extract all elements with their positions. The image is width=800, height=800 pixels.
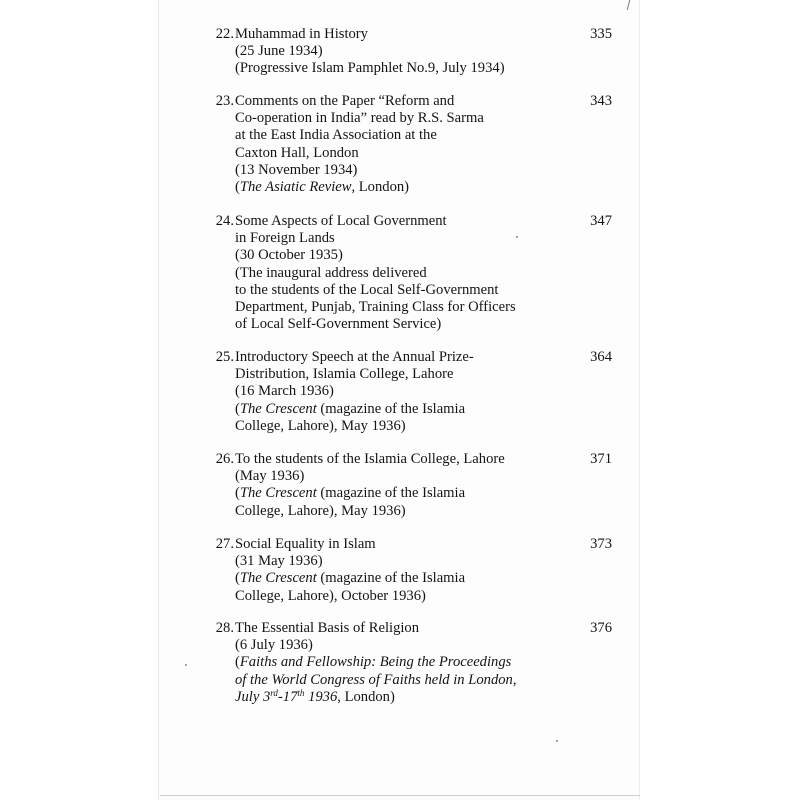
- entry-text-segment: rd: [270, 687, 278, 698]
- entry-line: [235, 689, 575, 706]
- entry-text-segment: College, Lahore), May 1936): [235, 502, 406, 519]
- entry-text-segment: (May 1936): [235, 468, 305, 485]
- entry-text: [235, 620, 575, 706]
- entry-text-segment: The Crescent: [239, 570, 317, 587]
- entry-text-segment: The Crescent: [239, 400, 317, 417]
- entry-text-segment: Muhammad in History: [235, 26, 368, 42]
- entry-text-segment: (: [235, 179, 240, 196]
- entry-text-segment: of Local Self-Government Service): [235, 316, 442, 333]
- entry-text-segment: Distribution, Islamia College, Lahore: [235, 366, 454, 383]
- entry-text: [235, 93, 575, 196]
- entry-line: [235, 672, 575, 689]
- entry-text-segment: (: [235, 400, 240, 417]
- entry-text-segment: Co-operation in India” read by R.S. Sarma: [235, 110, 484, 127]
- entry-line: [235, 145, 575, 162]
- page-number: 373: [590, 536, 612, 552]
- entry-line: [235, 418, 575, 435]
- entry-number: 25.: [215, 349, 234, 365]
- entry-line: [235, 43, 575, 60]
- entry-text: [235, 536, 575, 605]
- entry-line: [235, 570, 575, 587]
- entry-text-segment: The Asiatic Review: [239, 179, 352, 196]
- entry-number: 27.: [215, 536, 234, 552]
- entry-text: [235, 26, 575, 78]
- print-speck: [185, 664, 187, 666]
- entry-line: [235, 620, 575, 637]
- entry-line: [235, 401, 575, 418]
- entry-line: [235, 637, 575, 654]
- entry-line: [235, 485, 575, 502]
- entry-text-segment: July 3: [235, 688, 271, 705]
- print-speck: [556, 740, 558, 742]
- entry-text-segment: To the students of the Islamia College, Lahore: [235, 451, 505, 467]
- entry-text-segment: (: [235, 485, 240, 502]
- entry-text-segment: -17: [277, 688, 298, 705]
- entry-text: [235, 349, 575, 435]
- entry-line: [235, 282, 575, 299]
- entry-line: [235, 349, 575, 366]
- entry-line: [235, 536, 575, 553]
- entry-text-segment: Introductory Speech at the Annual Prize-: [235, 349, 474, 365]
- entry-text-segment: Department, Punjab, Training Class for Officers: [235, 299, 516, 316]
- entry-line: [235, 299, 575, 316]
- entry-text-segment: , London): [337, 688, 395, 705]
- entry-text-segment: Comments on the Paper “Reform and: [235, 93, 455, 109]
- page-number: 347: [590, 213, 612, 229]
- entry-line: [235, 230, 575, 247]
- entry-number: 23.: [215, 93, 234, 109]
- entry-text-segment: (30 October 1935): [235, 247, 343, 264]
- entry-text-segment: Social Equality in Islam: [235, 536, 376, 552]
- entry-line: [235, 213, 575, 230]
- entry-text-segment: (: [235, 654, 240, 671]
- entry-line: [235, 553, 575, 570]
- entry-line: [235, 503, 575, 520]
- entry-line: [235, 654, 575, 671]
- entry-text-segment: 1936: [304, 688, 338, 705]
- entry-text-segment: (magazine of the Islamia: [316, 485, 466, 502]
- entry-line: [235, 468, 575, 485]
- entry-line: [235, 383, 575, 400]
- entry-text-segment: College, Lahore), May 1936): [235, 417, 406, 434]
- entry-text-segment: of the World Congress of Faiths held in London,: [235, 671, 517, 688]
- entry-text-segment: (magazine of the Islamia: [316, 570, 466, 587]
- entry-number: 26.: [215, 451, 234, 467]
- entry-text-segment: to the students of the Local Self-Government: [235, 281, 499, 298]
- entry-line: [235, 60, 575, 77]
- entry-text-segment: The Essential Basis of Religion: [235, 620, 420, 636]
- entry-text-segment: (31 May 1936): [235, 553, 323, 570]
- entry-number: 24.: [215, 213, 234, 229]
- entry-text-segment: Caxton Hall, London: [235, 144, 359, 161]
- entry-text-segment: (16 March 1936): [235, 383, 334, 400]
- print-speck: [516, 236, 518, 238]
- page-number: 364: [590, 349, 612, 365]
- entry-text-segment: (: [235, 570, 240, 587]
- entry-line: [235, 366, 575, 383]
- entry-text-segment: The Crescent: [239, 485, 317, 502]
- entry-line: [235, 451, 575, 468]
- entry-line: [235, 179, 575, 196]
- page-number: 335: [590, 26, 612, 42]
- entry-line: [235, 26, 575, 43]
- entry-line: [235, 265, 575, 282]
- page-number: 376: [590, 620, 612, 636]
- entry-text-segment: Some Aspects of Local Government: [235, 213, 447, 229]
- entry-text-segment: (The inaugural address delivered: [235, 264, 427, 281]
- entry-line: [235, 110, 575, 127]
- entry-number: 22.: [215, 26, 234, 42]
- entry-text-segment: (6 July 1936): [235, 637, 313, 654]
- entry-text-segment: in Foreign Lands: [235, 230, 335, 247]
- entry-text-segment: , London): [351, 179, 410, 196]
- entry-line: [235, 162, 575, 179]
- entry-text-segment: (Progressive Islam Pamphlet No.9, July 1934): [235, 60, 505, 77]
- entry-text-segment: th: [297, 687, 305, 698]
- page-number: 343: [590, 93, 612, 109]
- page-number: 371: [590, 451, 612, 467]
- entry-line: [235, 247, 575, 264]
- entry-text-segment: at the East India Association at the: [235, 127, 437, 144]
- entry-line: [235, 588, 575, 605]
- entry-text-segment: (13 November 1934): [235, 161, 358, 178]
- entry-number: 28.: [215, 620, 234, 636]
- entry-text: [235, 213, 575, 333]
- entry-line: [235, 316, 575, 333]
- entry-text: [235, 451, 575, 520]
- entry-text-segment: College, Lahore), October 1936): [235, 587, 426, 604]
- entry-text-segment: (25 June 1934): [235, 43, 323, 60]
- page-bottom-edge: [160, 795, 640, 796]
- entry-line: [235, 93, 575, 110]
- entry-line: [235, 127, 575, 144]
- entry-text-segment: Faiths and Fellowship: Being the Proceedings: [239, 654, 512, 671]
- entry-text-segment: (magazine of the Islamia: [316, 400, 466, 417]
